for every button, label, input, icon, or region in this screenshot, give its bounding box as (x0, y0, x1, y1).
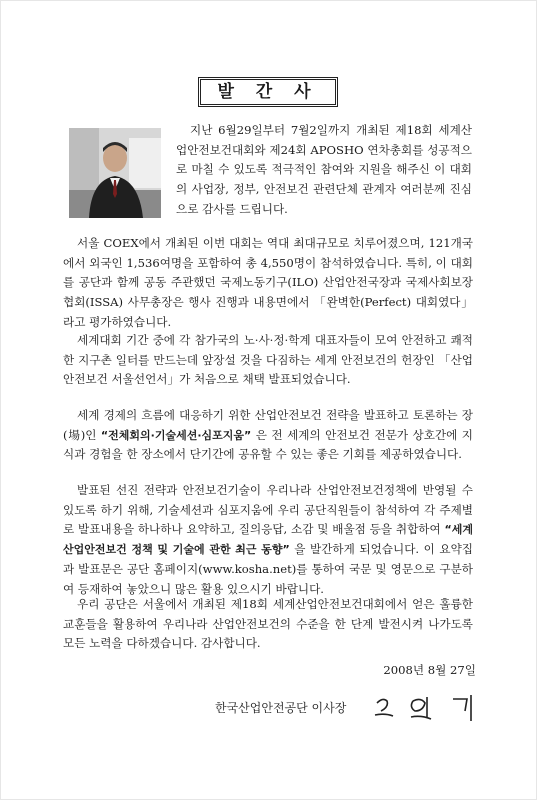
paragraph-sessions: 세계 경제의 흐름에 대응하기 위한 산업안전보건 전략을 발표하고 토론하는 장(場)인 “전체회의·기술세션·심포지움” 은 전 세계의 안전보건 전문가 상호간에 지식과 경험을 한 장소에서 단기간에 공유할 수 있는 좋은 기회를 제공하였습니다. (63, 408, 473, 462)
handwritten-signature (371, 689, 481, 725)
publication-title-highlight: “세계산업안전보건 정책 및 기술에 관한 최근 동향” (63, 523, 473, 557)
paragraph-intro: 지난 6월29일부터 7월2일까지 개최된 제18회 세계산업안전보건대회와 제24회 APOSHO 연차총회를 성공적으로 마칠 수 있도록 적극적인 참여와 지원을 해주신 이 대회의 사업장, 정부, 안전보건 관련단체 관계자 여러분께 진심으로 감사를 드립니다. (176, 123, 472, 216)
paragraph-seoul-declaration: 세계대회 기간 중에 각 참가국의 노·사·정·학계 대표자들이 모여 안전하고 쾌적한 지구촌 일터를 만드는데 앞장설 것을 다짐하는 세계 안전보건의 헌장인 「산업안전보건 서울선언서」가 처음으로 채택 발표되었습니다. (63, 333, 473, 387)
signatory-title: 한국산업안전공단 이사장 (215, 701, 347, 715)
paragraph-closing: 우리 공단은 서울에서 개최된 제18회 세계산업안전보건대회에서 얻은 훌륭한 교훈들을 활용하여 우리나라 산업안전보건의 수준을 한 단계 발전시켜 나가도록 모든 노력을 다하겠습니다. 감사합니다. (63, 597, 473, 651)
portrait-image (69, 128, 161, 218)
chairman-photo (69, 128, 161, 218)
publication-date: 2008년 8월 27일 (383, 663, 476, 677)
paragraph-event-summary: 서울 COEX에서 개최된 이번 대회는 역대 최대규모로 치루어졌으며, 121개국에서 외국인 1,536여명을 포함하여 총 4,550명이 참석하였습니다. 특히, 이 대회를 공단과 함께 공동 주관했던 국제노동기구(ILO) 산업안전국장과 국제사회보장협회(ISSA) 사무총장은 행사 진행과 내용면에서 「완벽한(Perfect) 대회였다」라고 평가하였습니다. (63, 236, 473, 329)
paragraph-publication: 발표된 선진 전략과 안전보건기술이 우리나라 산업안전보건정책에 반영될 수 있도록 하기 위해, 기술세션과 심포지움에 우리 공단직원들이 참석하여 각 주제별로 발표내용을 하나하나 요약하고, 질의응답, 소감 및 배울점 등을 취합하여 “세계산업안전보건 정책 및 기술에 관한 최근 동향” 을 발간하게 되었습니다. 이 요약집과 발표문은 공단 홈페이지(www.kosha.net)를 통하여 국문 및 영문으로 구분하여 등재하여 놓았으니 많은 활용 있으시기 바랍니다. (63, 483, 473, 596)
page-title: 발 간 사 (198, 77, 338, 107)
sessions-highlight: “전체회의·기술세션·심포지움” (100, 428, 252, 442)
